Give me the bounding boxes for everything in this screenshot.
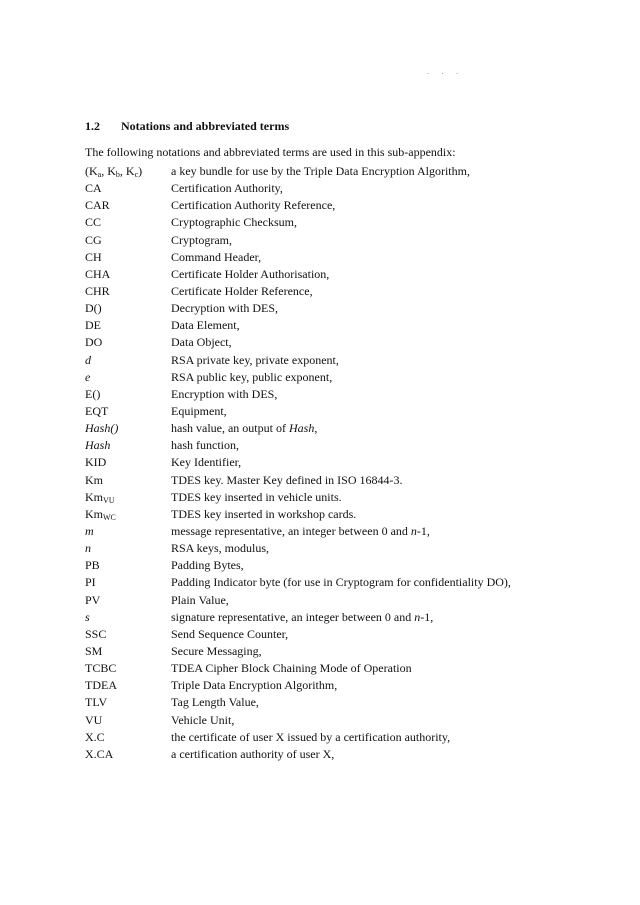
term-row [85, 574, 565, 591]
term-row [85, 489, 565, 506]
term-abbreviation: CH [85, 249, 102, 264]
term-definition: Equipment, [171, 403, 227, 418]
term-definition: Plain Value, [171, 592, 229, 607]
term-definition: Cryptographic Checksum, [171, 215, 297, 230]
term-row [85, 352, 565, 369]
term-definition: RSA private key, private exponent, [171, 352, 339, 367]
term-abbreviation: $Km_{VU}$ [85, 489, 115, 505]
term-abbreviation: DE [85, 318, 101, 333]
term-row [85, 386, 565, 403]
term-abbreviation: CA [85, 181, 102, 196]
term-definition: TDEA Cipher Block Chaining Mode of Operation [171, 661, 412, 676]
term-abbreviation: ($K_a$, $K_b$, $K_c$) [85, 164, 143, 179]
term-row [85, 163, 565, 180]
term-abbreviation: E() [85, 386, 101, 401]
term-abbreviation: m [85, 523, 94, 538]
term-row [85, 626, 565, 643]
term-abbreviation: X.C [85, 729, 105, 744]
term-definition: hash function, [171, 438, 239, 453]
term-definition: signature representative, an integer between 0 and n-1, [171, 609, 434, 624]
term-row [85, 232, 565, 249]
section-title: Notations and abbreviated terms [121, 119, 290, 133]
term-row [85, 266, 565, 283]
term-row [85, 712, 565, 729]
term-definition: Padding Indicator byte (for use in Cryptogram for confidentiality DO), [171, 575, 511, 590]
intro-paragraph: The following notations and abbreviated terms are used in this sub-appendix: [85, 145, 456, 159]
term-definition: Cryptogram, [171, 232, 232, 247]
term-definition: hash value, an output of Hash, [171, 421, 318, 436]
term-definition: RSA keys, modulus, [171, 541, 270, 556]
term-row [85, 369, 565, 386]
term-abbreviation: e [85, 369, 91, 384]
term-abbreviation: KID [85, 455, 107, 470]
term-abbreviation: DO [85, 335, 103, 350]
term-abbreviation: TLV [85, 695, 108, 710]
term-abbreviation: CAR [85, 198, 110, 213]
term-definition: Certification Authority Reference, [171, 198, 336, 213]
term-definition: Certificate Holder Reference, [171, 283, 313, 298]
term-abbreviation: PI [85, 575, 96, 590]
term-row [85, 472, 565, 489]
term-row [85, 643, 565, 660]
section-heading [85, 119, 289, 134]
term-row [85, 197, 565, 214]
term-row [85, 677, 565, 694]
term-abbreviation: CHR [85, 283, 110, 298]
term-definition: Secure Messaging, [171, 643, 262, 658]
term-row [85, 334, 565, 351]
term-abbreviation: TCBC [85, 661, 117, 676]
terms-list [85, 163, 565, 763]
term-row [85, 609, 565, 626]
term-definition: Encryption with DES, [171, 386, 278, 401]
term-row [85, 317, 565, 334]
term-abbreviation: X.CA [85, 746, 114, 761]
term-row [85, 592, 565, 609]
term-definition: TDES key inserted in workshop cards. [171, 506, 357, 521]
term-row [85, 506, 565, 523]
term-abbreviation: CHA [85, 266, 111, 281]
term-abbreviation: PB [85, 558, 100, 573]
term-definition: Decryption with DES, [171, 301, 278, 316]
term-definition: Data Element, [171, 318, 240, 333]
term-definition: Triple Data Encryption Algorithm, [171, 678, 338, 693]
term-abbreviation: n [85, 541, 91, 556]
term-row [85, 403, 565, 420]
term-abbreviation: SSC [85, 626, 107, 641]
term-definition: a certification authority of user X, [171, 746, 335, 761]
term-abbreviation: s [85, 609, 90, 624]
term-abbreviation: SM [85, 643, 103, 658]
term-row [85, 557, 565, 574]
term-abbreviation: D() [85, 301, 102, 316]
term-row [85, 214, 565, 231]
term-definition: Command Header, [171, 249, 262, 264]
term-definition: Key Identifier, [171, 455, 242, 470]
term-definition: Certification Authority, [171, 181, 283, 196]
term-definition: TDES key. Master Key defined in ISO 16844-3. [171, 472, 403, 487]
term-row [85, 523, 565, 540]
term-definition: Certificate Holder Authorisation, [171, 266, 330, 281]
term-definition: Data Object, [171, 335, 232, 350]
term-row [85, 300, 565, 317]
term-row [85, 180, 565, 197]
term-definition: Vehicle Unit, [171, 712, 235, 727]
term-row [85, 454, 565, 471]
term-abbreviation: CC [85, 215, 102, 230]
term-row [85, 729, 565, 746]
term-row [85, 746, 565, 763]
term-row [85, 437, 565, 454]
term-definition: Send Sequence Counter, [171, 626, 289, 641]
term-abbreviation: Km [85, 472, 103, 487]
term-definition: TDES key inserted in vehicle units. [171, 489, 342, 504]
term-definition: message representative, an integer between 0 and n-1, [171, 523, 430, 538]
term-abbreviation: EQT [85, 403, 109, 418]
term-definition: Padding Bytes, [171, 558, 244, 573]
term-abbreviation: $Km_{WC}$ [85, 506, 116, 522]
term-row [85, 540, 565, 557]
term-abbreviation: Hash [85, 438, 111, 453]
term-abbreviation: TDEA [85, 678, 117, 693]
term-row [85, 660, 565, 677]
term-abbreviation: PV [85, 592, 101, 607]
term-row [85, 420, 565, 437]
term-row [85, 249, 565, 266]
term-definition: the certificate of user X issued by a certification authority, [171, 729, 451, 744]
term-row [85, 694, 565, 711]
section-number: 1.2 [85, 119, 100, 133]
term-abbreviation: VU [85, 712, 103, 727]
term-abbreviation: CG [85, 232, 102, 247]
header-marks: . . . [427, 66, 464, 76]
term-abbreviation: Hash() [85, 421, 119, 436]
term-row [85, 283, 565, 300]
term-definition: Tag Length Value, [171, 695, 259, 710]
term-definition: a key bundle for use by the Triple Data Encryption Algorithm, [171, 164, 470, 178]
term-definition: RSA public key, public exponent, [171, 369, 333, 384]
term-abbreviation: d [85, 352, 91, 367]
